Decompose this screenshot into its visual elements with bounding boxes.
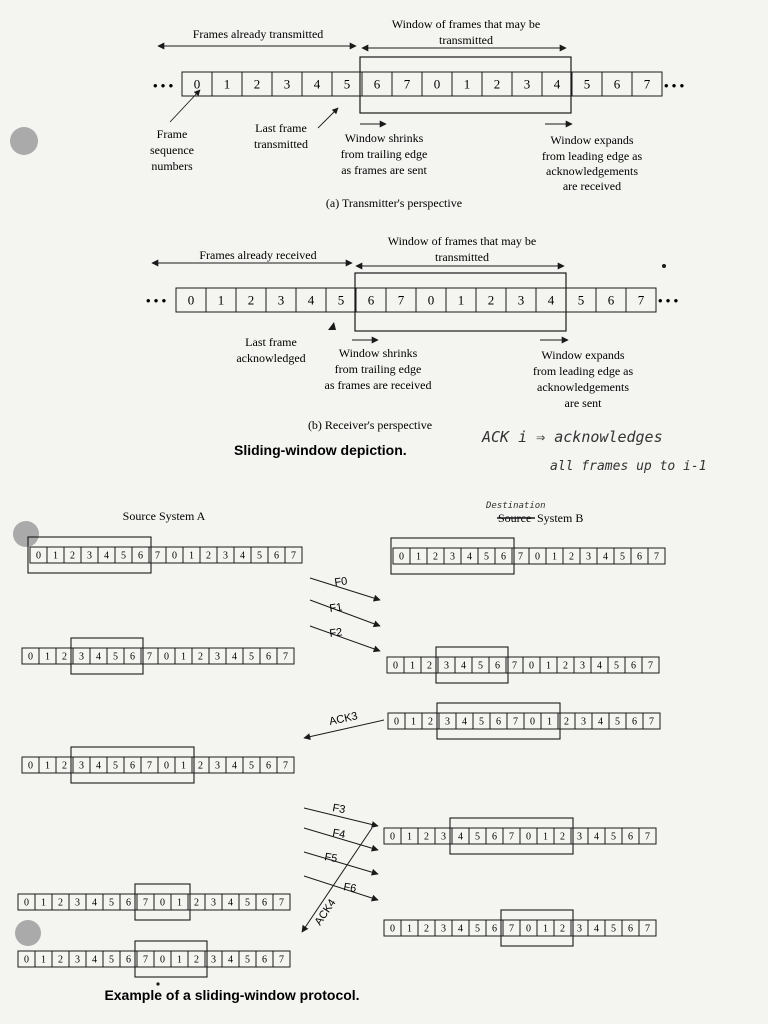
shrinks-label-3: as frames are sent — [341, 163, 427, 177]
dest-row-1-cell-label: 3 — [444, 660, 449, 672]
dest-row-0-cell-label: 6 — [501, 551, 506, 563]
dest-row-0-cell-label: 0 — [399, 551, 404, 563]
seq-a-cell-label: 1 — [463, 76, 471, 92]
dest-row-1-cell-label: 0 — [393, 660, 398, 672]
source-row-3-cell-label: 2 — [58, 897, 63, 909]
dest-row-1-cell-label: 5 — [614, 660, 619, 672]
last-frame-ack-1: Last frame — [245, 335, 297, 349]
left-ellipsis: • • • — [153, 78, 174, 93]
dest-row-0-cell-label: 7 — [654, 551, 659, 563]
dest-row-0-cell-label: 5 — [620, 551, 625, 563]
dest-row-2-cell-label: 2 — [428, 716, 433, 728]
source-row-4-cell-label: 5 — [245, 954, 250, 966]
dest-row-2-cell-label: 0 — [394, 716, 399, 728]
sequence-strip-b — [176, 288, 656, 312]
source-row-0-cell-label: 7 — [291, 550, 296, 562]
protocol-example — [18, 501, 665, 1003]
seq-a-cell-label: 4 — [313, 76, 321, 92]
dest-row-4-cell-label: 3 — [441, 923, 446, 935]
dest-row-4-cell-label: 1 — [407, 923, 412, 935]
source-row-0-cell-label: 4 — [240, 550, 245, 562]
source-row-1-cell-label: 3 — [79, 651, 84, 663]
source-row-3-cell-label: 5 — [109, 897, 114, 909]
source-row-1-cell-label: 7 — [283, 651, 288, 663]
dest-row-4-cell-label: 5 — [611, 923, 616, 935]
punch-hole-icon — [15, 920, 41, 946]
dest-row-0-cell-label: 4 — [467, 551, 472, 563]
dest-row-4-cell-label: 5 — [475, 923, 480, 935]
dest-row-0-cell-label: 1 — [416, 551, 421, 563]
punch-hole-icon — [13, 521, 39, 547]
source-row-4-cell-label: 0 — [24, 954, 29, 966]
source-row-0-cell-label: 0 — [36, 550, 41, 562]
dest-row-2-cell-label: 3 — [581, 716, 586, 728]
source-row-3-cell-label: 6 — [262, 897, 267, 909]
dest-row-0-cell-label: 4 — [603, 551, 608, 563]
dest-row-0-cell-label: 2 — [433, 551, 438, 563]
expands-b-label-4: are sent — [564, 396, 602, 410]
dest-row-1-cell-label: 7 — [512, 660, 517, 672]
dest-row-2-cell-label: 5 — [479, 716, 484, 728]
source-row-3-cell-label: 3 — [211, 897, 216, 909]
source-row-1-cell-label: 5 — [249, 651, 254, 663]
dest-rows — [384, 538, 665, 946]
dest-row-4-cell-label: 6 — [628, 923, 633, 935]
source-row-1-cell-label: 5 — [113, 651, 118, 663]
dest-row-2-cell-label: 4 — [462, 716, 467, 728]
figure-a-transmitter — [150, 17, 685, 210]
dest-row-4-cell-label: 6 — [492, 923, 497, 935]
dest-row-0-cell-label: 1 — [552, 551, 557, 563]
source-row-3-cell-label: 5 — [245, 897, 250, 909]
source-row-1-cell-label: 2 — [62, 651, 67, 663]
seq-b-cell-label: 1 — [457, 292, 465, 308]
source-row-4-cell-label: 1 — [41, 954, 46, 966]
msg-f1: F1 — [328, 601, 344, 615]
dest-row-1-cell-label: 2 — [563, 660, 568, 672]
expands-label-4: are received — [562, 179, 622, 193]
source-row-0-cell-label: 4 — [104, 550, 109, 562]
seq-b-cell-label: 6 — [607, 292, 615, 308]
dest-row-3-cell-label: 7 — [509, 831, 514, 843]
seq-b-cell-label: 4 — [307, 292, 315, 308]
seq-b-cell-label: 1 — [217, 292, 225, 308]
source-row-1-cell-label: 0 — [164, 651, 169, 663]
source-row-4-cell-label: 5 — [109, 954, 114, 966]
seq-b-cell-label: 5 — [577, 292, 585, 308]
dest-row-2-cell-label: 4 — [598, 716, 603, 728]
window-title-b-line2: transmitted — [435, 250, 489, 264]
seq-a-cell-label: 0 — [193, 76, 201, 92]
dest-row-3-cell-label: 4 — [594, 831, 599, 843]
dest-row-1-cell-label: 1 — [410, 660, 415, 672]
dest-row-4-cell-label: 7 — [509, 923, 514, 935]
source-row-2-cell-label: 0 — [28, 760, 33, 772]
punch-hole-icon — [10, 127, 38, 155]
dest-row-4-cell-label: 4 — [458, 923, 463, 935]
last-frame-transmitted-2: transmitted — [254, 137, 308, 151]
source-row-4-cell-label: 3 — [211, 954, 216, 966]
msg-f0: F0 — [333, 575, 349, 589]
source-system-label: Source System A — [122, 509, 206, 523]
dest-row-0-cell-label: 3 — [586, 551, 591, 563]
shrinks-label-2: from trailing edge — [340, 147, 428, 161]
source-row-2-cell-label: 7 — [283, 760, 288, 772]
seq-a-cell-label: 0 — [433, 76, 441, 92]
expands-label-2: from leading edge as — [541, 149, 643, 163]
depiction-title: Sliding-window depiction. — [234, 442, 407, 458]
seq-b-cell-label: 0 — [187, 292, 195, 308]
dest-system-label: System B — [537, 511, 584, 525]
seq-a-cell-label: 7 — [403, 76, 411, 92]
frames-already-transmitted-label: Frames already transmitted — [192, 27, 324, 41]
dest-row-2-cell-label: 7 — [513, 716, 518, 728]
protocol-caption: Example of a sliding-window protocol. — [104, 987, 360, 1003]
dest-row-3-cell-label: 2 — [560, 831, 565, 843]
dest-row-1-cell-label: 1 — [546, 660, 551, 672]
dest-row-4-cell-label: 2 — [424, 923, 429, 935]
dest-row-1-cell-label: 6 — [495, 660, 500, 672]
msg-f4: F4 — [331, 827, 347, 842]
dest-row-3-cell-label: 5 — [611, 831, 616, 843]
dest-row-3-cell-label: 3 — [441, 831, 446, 843]
dest-row-3-cell-label: 0 — [390, 831, 395, 843]
dest-row-4-cell-label: 2 — [560, 923, 565, 935]
dest-row-2-cell-label: 0 — [530, 716, 535, 728]
source-row-1-cell-label: 3 — [215, 651, 220, 663]
dest-row-1-cell-label: 5 — [478, 660, 483, 672]
source-row-4-cell-label: 4 — [92, 954, 97, 966]
last-frame-transmitted-1: Last frame — [255, 121, 307, 135]
source-row-0-cell-label: 6 — [274, 550, 279, 562]
seq-b-cell-label: 7 — [397, 292, 405, 308]
dest-row-3-cell-label: 3 — [577, 831, 582, 843]
seq-a-cell-label: 3 — [283, 76, 291, 92]
source-row-0-cell-label: 5 — [257, 550, 262, 562]
dest-row-0-cell-label: 6 — [637, 551, 642, 563]
frames-already-received-label: Frames already received — [199, 248, 317, 262]
dest-row-0-cell-label: 0 — [535, 551, 540, 563]
seq-b-cell-label: 3 — [517, 292, 525, 308]
frame-seq-label-3: numbers — [151, 159, 193, 173]
seq-a-cell-label: 2 — [253, 76, 261, 92]
seq-b-cell-label: 3 — [277, 292, 285, 308]
msg-ack4: ACK4 — [312, 897, 339, 928]
source-row-1-cell-label: 7 — [147, 651, 152, 663]
source-row-2-cell-label: 1 — [181, 760, 186, 772]
source-row-0-cell-label: 0 — [172, 550, 177, 562]
msg-ack3: ACK3 — [328, 710, 359, 728]
dest-row-2-cell-label: 6 — [496, 716, 501, 728]
expands-label-3: acknowledgements — [546, 164, 638, 178]
window-title-line1: Window of frames that may be — [391, 17, 541, 31]
handwritten-line1: ACK i ⇒ acknowledges — [482, 428, 663, 446]
source-row-0-cell-label: 3 — [223, 550, 228, 562]
source-row-4-cell-label: 4 — [228, 954, 233, 966]
source-row-1-cell-label: 1 — [45, 651, 50, 663]
dest-row-2-cell-label: 7 — [649, 716, 654, 728]
dest-row-3-cell-label: 1 — [407, 831, 412, 843]
dest-row-1-cell-label: 4 — [597, 660, 602, 672]
source-row-2-cell-label: 1 — [45, 760, 50, 772]
dest-row-1-cell-label: 7 — [648, 660, 653, 672]
figure-b-receiver — [146, 234, 679, 432]
msg-f6: F6 — [342, 881, 358, 896]
dest-row-3-cell-label: 2 — [424, 831, 429, 843]
dest-row-0-cell-label: 7 — [518, 551, 523, 563]
source-row-4-cell-label: 3 — [75, 954, 80, 966]
expands-b-label-2: from leading edge as — [532, 364, 634, 378]
source-row-3-cell-label: 0 — [24, 897, 29, 909]
dest-row-3-cell-label: 4 — [458, 831, 463, 843]
source-row-0-cell-label: 2 — [70, 550, 75, 562]
seq-b-cell-label: 2 — [247, 292, 255, 308]
source-row-2-cell-label: 5 — [249, 760, 254, 772]
source-row-4-cell-label: 2 — [194, 954, 199, 966]
shrinks-b-label-2: from trailing edge — [334, 362, 422, 376]
source-row-4-cell-label: 1 — [177, 954, 182, 966]
shrinks-b-label-3: as frames are received — [324, 378, 432, 392]
source-row-2-cell-label: 2 — [62, 760, 67, 772]
msg-f2: F2 — [328, 626, 344, 640]
seq-b-cell-label: 7 — [637, 292, 645, 308]
source-row-4-cell-label: 6 — [126, 954, 131, 966]
dest-row-1-cell-label: 6 — [631, 660, 636, 672]
frame-seq-label-2: sequence — [150, 143, 194, 157]
source-row-0-cell-label: 1 — [53, 550, 58, 562]
dest-row-1-cell-label: 0 — [529, 660, 534, 672]
source-row-4-cell-label: 0 — [160, 954, 165, 966]
seq-a-cell-label: 3 — [523, 76, 531, 92]
source-row-0-cell-label: 3 — [87, 550, 92, 562]
left-ellipsis-b: • • • — [146, 293, 167, 308]
source-row-0-cell-label: 6 — [138, 550, 143, 562]
source-row-2-cell-label: 2 — [198, 760, 203, 772]
source-row-0-cell-label: 2 — [206, 550, 211, 562]
window-title-line2: transmitted — [439, 33, 493, 47]
dest-row-0-cell-label: 2 — [569, 551, 574, 563]
source-row-1-cell-label: 6 — [130, 651, 135, 663]
dest-row-2-cell-label: 2 — [564, 716, 569, 728]
dest-row-0-cell-label: 5 — [484, 551, 489, 563]
msg-f5: F5 — [323, 851, 339, 866]
shrinks-label-1: Window shrinks — [344, 131, 424, 145]
source-row-2-cell-label: 6 — [266, 760, 271, 772]
dest-row-4-cell-label: 4 — [594, 923, 599, 935]
seq-a-cell-label: 6 — [613, 76, 621, 92]
dest-row-2-cell-label: 3 — [445, 716, 450, 728]
dest-row-2-cell-label: 6 — [632, 716, 637, 728]
source-row-2-cell-label: 4 — [96, 760, 101, 772]
source-row-1-cell-label: 0 — [28, 651, 33, 663]
dest-row-3-cell-label: 0 — [526, 831, 531, 843]
struck-source-word: Source — [498, 511, 532, 525]
source-row-2-cell-label: 0 — [164, 760, 169, 772]
dest-row-4-cell-label: 3 — [577, 923, 582, 935]
dest-row-2-cell-label: 1 — [411, 716, 416, 728]
dest-row-2-cell-label: 5 — [615, 716, 620, 728]
handwritten-destination: Destination — [486, 501, 546, 511]
expands-b-label-3: acknowledgements — [537, 380, 629, 394]
seq-a-cell-label: 7 — [643, 76, 651, 92]
seq-a-cell-label: 4 — [553, 76, 561, 92]
dest-row-1-cell-label: 4 — [461, 660, 466, 672]
seq-a-cell-label: 5 — [583, 76, 591, 92]
source-row-4-cell-label: 7 — [279, 954, 284, 966]
seq-b-cell-label: 6 — [367, 292, 375, 308]
source-row-0-cell-label: 7 — [155, 550, 160, 562]
right-ellipsis: • • • — [664, 78, 685, 93]
window-title-b-line1: Window of frames that may be — [387, 234, 537, 248]
handwritten-line2: all frames up to i-1 — [550, 459, 707, 474]
dest-row-4-cell-label: 0 — [526, 923, 531, 935]
figure-a-caption: (a) Transmitter's perspective — [325, 196, 463, 210]
handwritten-note — [481, 428, 707, 474]
seq-b-cell-label: 0 — [427, 292, 435, 308]
source-row-2-cell-label: 7 — [147, 760, 152, 772]
source-row-1-cell-label: 4 — [232, 651, 237, 663]
seq-b-cell-label: 2 — [487, 292, 495, 308]
source-row-3-cell-label: 4 — [228, 897, 233, 909]
seq-a-cell-label: 5 — [343, 76, 351, 92]
source-row-3-cell-label: 0 — [160, 897, 165, 909]
source-rows — [18, 537, 302, 977]
seq-b-cell-label: 4 — [547, 292, 555, 308]
dest-row-2-cell-label: 1 — [547, 716, 552, 728]
source-row-3-cell-label: 1 — [41, 897, 46, 909]
dest-row-1-cell-label: 3 — [580, 660, 585, 672]
expands-label-1: Window expands — [550, 133, 634, 147]
source-row-1-cell-label: 1 — [181, 651, 186, 663]
dest-row-0-cell-label: 3 — [450, 551, 455, 563]
frame-seq-label-1: Frame — [156, 127, 188, 141]
source-row-1-cell-label: 2 — [198, 651, 203, 663]
source-row-2-cell-label: 5 — [113, 760, 118, 772]
source-row-2-cell-label: 3 — [79, 760, 84, 772]
source-row-3-cell-label: 4 — [92, 897, 97, 909]
source-row-3-cell-label: 6 — [126, 897, 131, 909]
dest-row-1-cell-label: 2 — [427, 660, 432, 672]
dest-row-4-cell-label: 1 — [543, 923, 548, 935]
source-row-3-cell-label: 2 — [194, 897, 199, 909]
dest-row-3-cell-label: 7 — [645, 831, 650, 843]
dest-row-3-cell-label: 6 — [628, 831, 633, 843]
last-frame-ack-2: acknowledged — [236, 351, 306, 365]
sequence-strip-a — [182, 72, 662, 96]
seq-b-cell-label: 5 — [337, 292, 345, 308]
dest-row-3-cell-label: 1 — [543, 831, 548, 843]
seq-a-cell-label: 2 — [493, 76, 501, 92]
dest-row-4-cell-label: 0 — [390, 923, 395, 935]
dest-row-3-cell-label: 5 — [475, 831, 480, 843]
source-row-3-cell-label: 7 — [279, 897, 284, 909]
source-row-3-cell-label: 1 — [177, 897, 182, 909]
source-row-2-cell-label: 3 — [215, 760, 220, 772]
source-row-3-cell-label: 3 — [75, 897, 80, 909]
source-row-3-cell-label: 7 — [143, 897, 148, 909]
shrinks-b-label-1: Window shrinks — [338, 346, 418, 360]
source-row-2-cell-label: 6 — [130, 760, 135, 772]
source-row-0-cell-label: 1 — [189, 550, 194, 562]
source-row-2-cell-label: 4 — [232, 760, 237, 772]
source-row-0-cell-label: 5 — [121, 550, 126, 562]
source-row-1-cell-label: 6 — [266, 651, 271, 663]
dest-row-4-cell-label: 7 — [645, 923, 650, 935]
source-row-4-cell-label: 7 — [143, 954, 148, 966]
right-ellipsis-b: • • • — [658, 293, 679, 308]
source-row-1-cell-label: 4 — [96, 651, 101, 663]
expands-b-label-1: Window expands — [541, 348, 625, 362]
dest-row-3-cell-label: 6 — [492, 831, 497, 843]
seq-a-cell-label: 6 — [373, 76, 381, 92]
seq-a-cell-label: 1 — [223, 76, 231, 92]
msg-f3: F3 — [331, 802, 347, 817]
figure-b-caption: (b) Receiver's perspective — [307, 418, 433, 432]
source-row-4-cell-label: 2 — [58, 954, 63, 966]
source-row-4-cell-label: 6 — [262, 954, 267, 966]
